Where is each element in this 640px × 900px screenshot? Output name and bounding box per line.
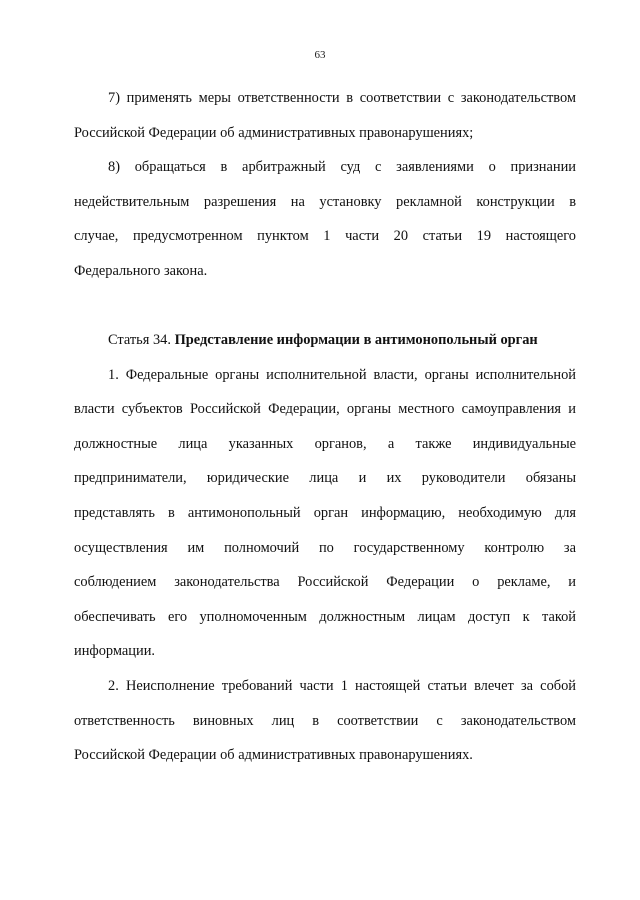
paragraph-8-line-3: случае, предусмотренном пунктом 1 части 20 статьи 19 настоящего	[74, 228, 576, 245]
clause-1-line-2: власти субъектов Российской Федерации, органы местного самоуправления и	[74, 401, 576, 418]
text-block-article	[74, 323, 576, 773]
article-number: Статья 34.	[108, 332, 171, 348]
clause-2-line-2: ответственность виновных лиц в соответствии с законодательством	[74, 712, 576, 729]
paragraph-8-line-4: Федерального закона.	[74, 262, 208, 279]
clause-1-line-9: информации.	[74, 643, 155, 660]
clause-1-line-6: осуществления им полномочий по государственному контролю за	[74, 539, 576, 556]
clause-2-line-3: Российской Федерации об административных правонарушениях.	[74, 747, 473, 764]
paragraph-7-line-1: 7) применять меры ответственности в соответствии с законодательством	[108, 90, 576, 106]
clause-1-line-5: представлять в антимонопольный орган информацию, необходимую для	[74, 504, 576, 521]
clause-1-line-8: обеспечивать его уполномоченным должностным лицам доступ к такой	[74, 608, 576, 625]
clause-1-line-3: должностные лица указанных органов, а также индивидуальные	[74, 435, 576, 452]
paragraph-7-line-2: Российской Федерации об административных правонарушениях;	[74, 124, 474, 141]
paragraph-8-line-1: 8) обращаться в арбитражный суд с заявлениями о признании	[108, 159, 576, 176]
text-block-top	[74, 81, 576, 289]
article-title: Представление информации в антимонопольный орган	[174, 332, 538, 348]
page-number: 63	[314, 49, 326, 61]
clause-1-line-1: 1. Федеральные органы исполнительной власти, органы исполнительной	[108, 366, 576, 383]
clause-1-line-7: соблюдением законодательства Российской Федерации о рекламе, и	[74, 574, 576, 591]
clause-1-line-4: предприниматели, юридические лица и их руководители обязаны	[74, 470, 576, 487]
clause-2-line-1: 2. Неисполнение требований части 1 настоящей статьи влечет за собой	[108, 677, 576, 694]
article-heading	[74, 323, 576, 358]
paragraph-8-line-2: недействительным разрешения на установку рекламной конструкции в	[74, 193, 576, 210]
